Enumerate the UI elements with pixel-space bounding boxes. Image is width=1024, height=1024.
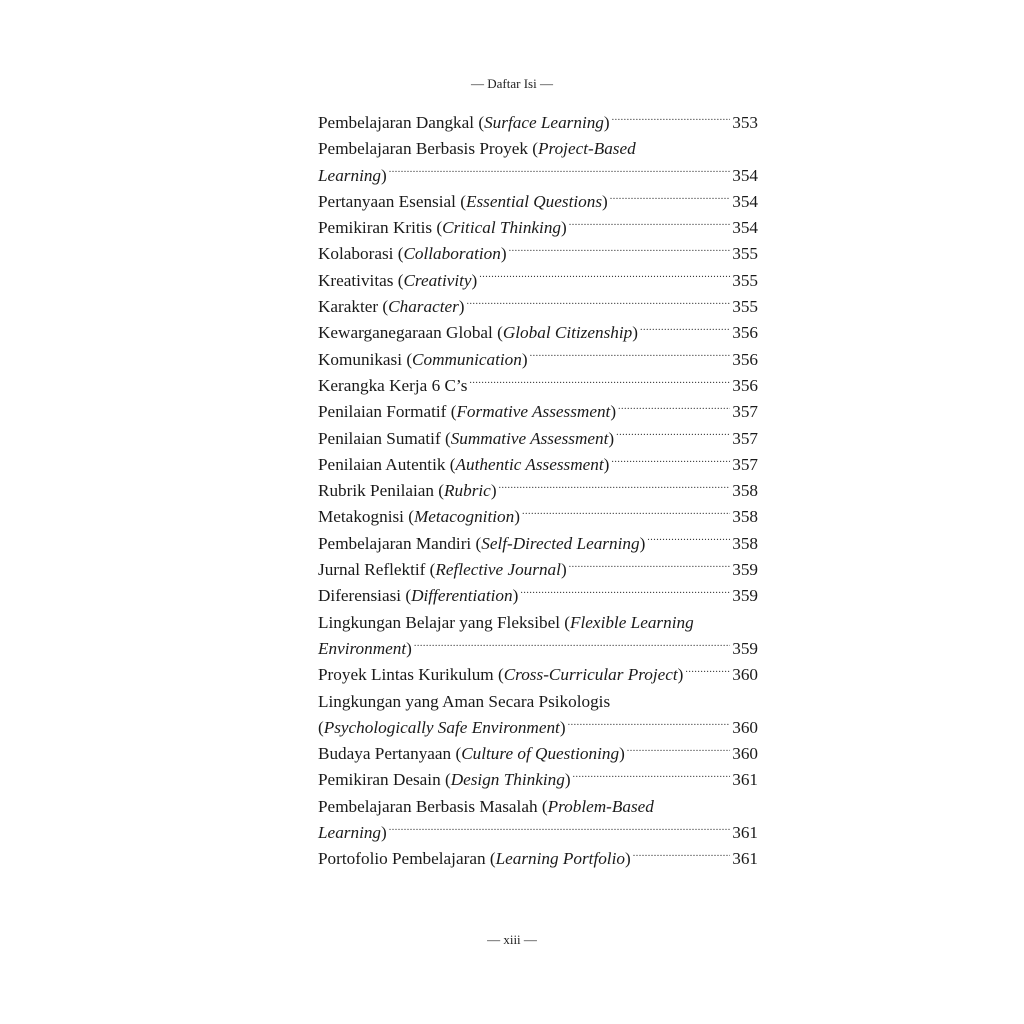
toc-page-number: 353: [732, 113, 758, 132]
toc-entry-title: [318, 347, 528, 373]
dot-leader: [469, 374, 730, 391]
toc-title-text: Pembelajaran Mandiri (: [318, 533, 482, 553]
toc-entry[interactable]: [318, 504, 758, 530]
toc-title-close: ): [603, 113, 610, 132]
dot-leader: [479, 269, 730, 286]
dot-leader: [627, 742, 730, 759]
toc-entry[interactable]: [318, 846, 758, 872]
toc-entry[interactable]: [318, 268, 758, 294]
toc-title-english: Global Citizenship: [502, 323, 633, 343]
toc-entry-title: [318, 846, 631, 872]
toc-title-text: Lingkungan yang Aman Secara Psikologis: [318, 691, 611, 711]
toc-title-close: ): [603, 454, 610, 474]
dot-leader: [509, 242, 731, 259]
toc-title-text: Kreativitas (: [318, 270, 404, 290]
toc-title-english: Character: [388, 297, 459, 317]
toc-title-english: Learning Portfolio: [495, 849, 625, 869]
toc-title-english: Authentic Assessment: [455, 454, 604, 474]
toc-entry-title: [318, 557, 567, 583]
toc-title-close: ): [561, 218, 567, 238]
toc-title-text: Komunikasi (: [318, 349, 413, 369]
toc-title-english: Surface Learning: [484, 113, 604, 132]
toc-title-close: ): [381, 165, 387, 185]
toc-title-close: ): [458, 297, 465, 317]
toc-entry-title-line1: [318, 689, 758, 715]
toc-title-close: ): [564, 770, 571, 790]
toc-title-text: Budaya Pertanyaan (: [318, 744, 462, 764]
dot-leader: [610, 190, 730, 207]
toc-title-text: Kerangka Kerja 6 C’s: [318, 375, 468, 395]
toc-entry[interactable]: [318, 241, 758, 267]
toc-title-close: ): [406, 638, 412, 658]
toc-page-number: 357: [732, 454, 758, 474]
toc-entry-title: [318, 241, 507, 267]
dot-leader: [618, 400, 730, 417]
toc-entry-title: [318, 531, 645, 557]
toc-title-text: Pembelajaran Berbasis Proyek (: [318, 139, 539, 159]
toc-entry[interactable]: [318, 452, 758, 478]
dot-leader: [568, 716, 731, 733]
toc-entry[interactable]: [318, 662, 758, 688]
toc-page-number: 355: [732, 270, 758, 290]
toc-entry[interactable]: [318, 689, 758, 742]
toc-title-text: Proyek Lintas Kurikulum (: [318, 665, 504, 685]
dot-leader: [640, 321, 730, 338]
dot-leader: [647, 532, 730, 549]
toc-entry[interactable]: [318, 767, 758, 793]
toc-entry-title: [318, 110, 610, 136]
toc-entry-title: [318, 478, 497, 504]
toc-page-number: 354: [732, 191, 758, 211]
toc-page-number: 356: [732, 349, 758, 369]
toc-entry[interactable]: [318, 610, 758, 663]
toc-entry[interactable]: [318, 583, 758, 609]
toc-title-text: Karakter (: [318, 297, 389, 317]
dot-leader: [522, 505, 730, 522]
dot-leader: [612, 111, 731, 128]
toc-entry-title: [318, 715, 566, 741]
toc-page-number: 354: [732, 218, 758, 238]
toc-title-text: Rubrik Penilaian (: [318, 481, 445, 501]
toc-entry-title: [318, 163, 387, 189]
toc-title-close: ): [639, 533, 646, 553]
toc-entry-title: [318, 767, 571, 793]
toc-page-number: 359: [732, 560, 758, 580]
toc-entry-title: [318, 320, 638, 346]
toc-title-close: ): [560, 560, 567, 580]
toc-page-number: 355: [732, 297, 758, 317]
toc-title-text: Penilaian Autentik (: [318, 454, 456, 474]
toc-title-close: ): [677, 665, 684, 685]
toc-entry[interactable]: [318, 741, 758, 767]
toc-title-english: Culture of Questioning: [461, 744, 620, 764]
toc-title-text: Pertanyaan Esensial (: [318, 191, 466, 211]
toc-title-english: Creativity: [403, 270, 472, 290]
dot-leader: [467, 295, 731, 312]
toc-entry[interactable]: [318, 215, 758, 241]
toc-title-text: Penilaian Sumatif (: [318, 428, 451, 448]
dot-leader: [616, 426, 730, 443]
toc-entry-title: [318, 215, 567, 241]
toc-title-close: ): [512, 586, 519, 606]
toc-title-english: Self-Directed Learning: [481, 533, 640, 553]
toc-entry[interactable]: [318, 531, 758, 557]
toc-entry-title: [318, 662, 683, 688]
dot-leader: [414, 637, 730, 654]
toc-title-close: ): [608, 428, 615, 448]
toc-title-english: Collaboration: [403, 244, 501, 264]
toc-entry-title: [318, 452, 609, 478]
toc-entry-title: [318, 399, 616, 425]
dot-leader: [573, 768, 731, 785]
toc-page-number: 357: [732, 428, 758, 448]
toc-page-number: 355: [732, 244, 758, 264]
toc-entry[interactable]: [318, 320, 758, 346]
toc-title-close: ): [632, 323, 638, 343]
toc-title-close: ): [500, 244, 507, 264]
toc-title-english: Learning: [318, 823, 382, 843]
toc-title-text: Metakognisi (: [318, 507, 414, 527]
dot-leader: [530, 347, 731, 364]
toc-entry-title: [318, 741, 625, 767]
toc-entry-title: [318, 189, 608, 215]
toc-entry[interactable]: [318, 110, 758, 136]
toc-page-number: 361: [732, 770, 758, 790]
toc-title-english: Cross-Curricular Project: [503, 665, 678, 685]
toc-title-english: Formative Assessment: [456, 402, 611, 422]
toc-title-text: Kewarganegaraan Global (: [318, 323, 503, 343]
toc-title-text: Kolaborasi (: [318, 244, 404, 264]
toc-title-english: Rubric: [444, 481, 491, 501]
toc-title-english: Communication: [412, 349, 522, 369]
toc-title-english: Essential Questions: [465, 191, 603, 211]
toc-title-english: Flexible Learning: [570, 612, 694, 632]
toc-entry-title-line1: [318, 610, 758, 636]
toc-title-close: ): [471, 270, 478, 290]
toc-entry-title: [318, 294, 465, 320]
toc-entry[interactable]: [318, 136, 758, 189]
toc-page-number: 358: [732, 533, 758, 553]
toc-title-english: Environment: [318, 638, 407, 658]
toc-title-text: Portofolio Pembelajaran (: [318, 849, 496, 869]
toc-title-english: Metacognition: [413, 507, 515, 527]
toc-title-text: Diferensiasi (: [318, 586, 412, 606]
toc-title-english: Problem-Based: [547, 796, 654, 816]
toc-page-number: 359: [732, 638, 758, 658]
toc-title-close: ): [610, 402, 617, 422]
toc-entry[interactable]: [318, 426, 758, 452]
toc-page-number: 360: [732, 744, 758, 764]
toc-entry[interactable]: [318, 189, 758, 215]
toc-title-text: Lingkungan Belajar yang Fleksibel (: [318, 612, 571, 632]
toc-entry-title: [318, 636, 412, 662]
toc-title-text: Pembelajaran Berbasis Masalah (: [318, 796, 548, 816]
toc-title-english: Design Thinking: [450, 770, 565, 790]
dot-leader: [569, 558, 731, 575]
toc-title-english: Reflective Journal: [435, 560, 561, 580]
toc-entry-title: [318, 426, 614, 452]
toc-entry[interactable]: [318, 399, 758, 425]
toc-entry-title: [318, 268, 477, 294]
toc-entry[interactable]: [318, 478, 758, 504]
toc-title-text: Penilaian Formatif (: [318, 402, 457, 422]
toc-title-close: ): [521, 349, 528, 369]
toc-page-number: 359: [732, 586, 758, 606]
toc-title-english: Project-Based: [538, 139, 636, 159]
toc-entry[interactable]: [318, 794, 758, 847]
toc-page-number: 360: [732, 665, 758, 685]
dot-leader: [520, 584, 730, 601]
toc-page-number: 358: [732, 507, 758, 527]
dot-leader: [611, 453, 730, 470]
toc-title-english: Psychologically Safe Environment: [323, 717, 560, 737]
toc-title-english: Differentiation: [411, 586, 513, 606]
toc-entry-title: [318, 583, 518, 609]
table-of-contents: [318, 110, 758, 873]
toc-title-close: ): [602, 191, 608, 211]
toc-page-number: 361: [732, 849, 758, 869]
toc-page-number: 358: [732, 481, 758, 501]
toc-title-text: Jurnal Reflektif (: [318, 560, 436, 580]
toc-title-close: ): [559, 717, 566, 737]
toc-title-text: Pemikiran Desain (: [318, 770, 451, 790]
toc-page-number: 360: [732, 717, 758, 737]
toc-title-close: ): [624, 849, 631, 869]
toc-title-close: ): [381, 823, 387, 843]
toc-entry-title: [318, 504, 520, 530]
toc-entry[interactable]: [318, 373, 758, 399]
toc-title-english: Critical Thinking: [442, 218, 562, 238]
dot-leader: [389, 163, 730, 180]
dot-leader: [685, 663, 730, 680]
dot-leader: [499, 479, 731, 496]
toc-page-number: 361: [732, 823, 758, 843]
toc-page-number: 356: [732, 375, 758, 395]
toc-title-text: (: [318, 717, 324, 737]
toc-title-english: Learning: [318, 165, 382, 185]
page-number: — xiii —: [487, 932, 537, 947]
dot-leader: [633, 847, 731, 864]
toc-page-number: 356: [732, 323, 758, 343]
dot-leader: [389, 821, 730, 838]
toc-entry-title: [318, 373, 467, 399]
toc-title-text: Pemikiran Kritis (: [318, 218, 443, 238]
toc-title-text: Pembelajaran Dangkal (: [318, 113, 485, 132]
toc-entry[interactable]: [318, 294, 758, 320]
dot-leader: [569, 216, 730, 233]
toc-entry-title-line1: [318, 136, 758, 162]
running-header: — Daftar Isi —: [471, 76, 553, 91]
toc-entry-title: [318, 820, 387, 846]
toc-entry[interactable]: [318, 347, 758, 373]
toc-title-english: Summative Assessment: [450, 428, 609, 448]
toc-entry[interactable]: [318, 557, 758, 583]
toc-entry-title-line1: [318, 794, 758, 820]
toc-page-number: 354: [732, 165, 758, 185]
toc-title-close: ): [514, 507, 520, 527]
toc-title-close: ): [490, 481, 497, 501]
toc-page-number: 357: [732, 402, 758, 422]
toc-title-close: ): [619, 744, 625, 764]
